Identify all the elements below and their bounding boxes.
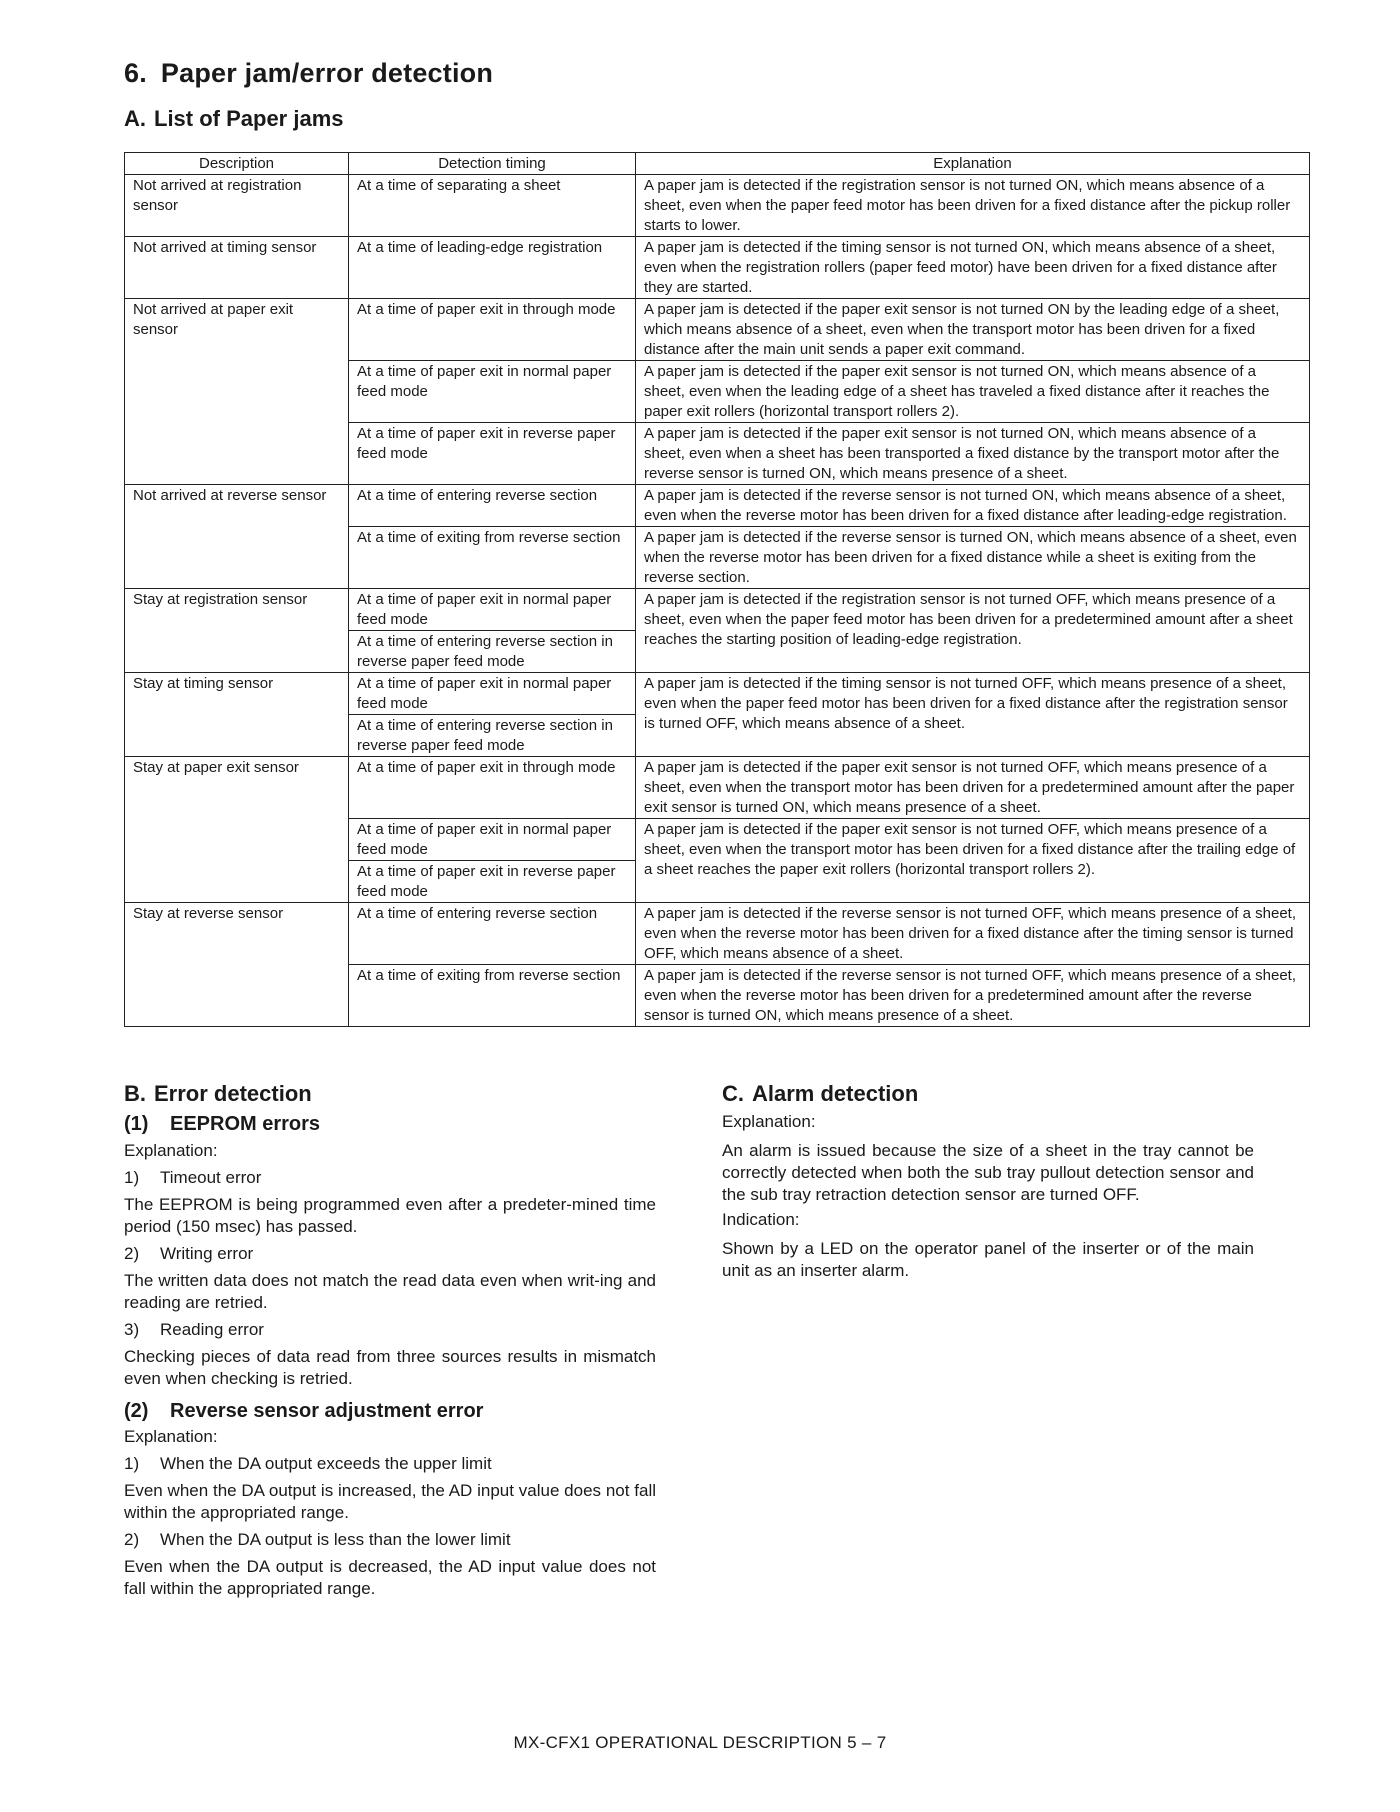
explanation-cell: A paper jam is detected if the reverse sensor is not turned ON, which means absence of a sheet, even when the reverse motor has been driven for a fixed distance after leading-edge registration. (636, 485, 1310, 527)
explanation-cell: A paper jam is detected if the paper exit sensor is not turned OFF, which means presence of a sheet, even when the transport motor has been driven for a fixed distance after the trailing edge of a sheet reaches the paper exit rollers (horizontal transport rollers 2). (636, 819, 1310, 903)
explanation-cell: A paper jam is detected if the registration sensor is not turned OFF, which means presence of a sheet, even when the paper feed motor has been driven for a predetermined amount after a sheet reaches the starting position of leading-edge registration. (636, 589, 1310, 673)
timing-cell: At a time of leading-edge registration (349, 237, 636, 299)
table-row (125, 673, 1310, 715)
timing-cell: At a time of paper exit in reverse paper feed mode (349, 423, 636, 485)
timing-cell: At a time of paper exit in normal paper feed mode (349, 361, 636, 423)
description-cell: Not arrived at paper exit sensor (125, 299, 349, 485)
item-description: Checking pieces of data read from three sources results in mismatch even when checking is retried. (124, 1347, 656, 1388)
explanation-cell: A paper jam is detected if the paper exit sensor is not turned ON, which means absence of a sheet, even when a sheet has been transported a fixed distance by the transport motor after the reverse sensor is turned ON, which means presence of a sheet. (636, 423, 1310, 485)
item-description: The written data does not match the read data even when writ-ing and reading are retried. (124, 1271, 656, 1312)
explanation-cell: A paper jam is detected if the reverse sensor is turned ON, which means absence of a sheet, even when the reverse motor has been driven for a fixed distance while a sheet is exiting from the reverse section. (636, 527, 1310, 589)
item-description: Even when the DA output is increased, the AD input value does not fall within the appropriated range. (124, 1481, 656, 1522)
alarm-detection-heading: C. Alarm detection (722, 1081, 919, 1106)
explanation-cell: A paper jam is detected if the reverse sensor is not turned OFF, which means presence of a sheet, even when the reverse motor has been driven for a fixed distance after the timing sensor is turned OFF, which means absence of a sheet. (636, 903, 1310, 965)
table-row (125, 237, 1310, 299)
column-header: Explanation (636, 153, 1310, 175)
section-title (124, 58, 493, 89)
timing-cell: At a time of exiting from reverse section (349, 965, 636, 1027)
list-item: 1) Timeout error (124, 1168, 262, 1187)
column-header: Description (125, 153, 349, 175)
table-header-row (125, 153, 1310, 175)
section-title-text: Paper jam/error detection (160, 58, 494, 88)
indication-label: Indication: (722, 1210, 800, 1229)
jam-list-heading: A. List of Paper jams (124, 106, 344, 131)
eeprom-errors-heading: (1) EEPROM errors (124, 1113, 321, 1135)
timing-cell: At a time of paper exit in through mode (349, 757, 636, 819)
timing-cell: At a time of entering reverse section in reverse paper feed mode (349, 715, 636, 757)
alarm-detection-section (722, 1083, 1254, 1282)
description-cell: Stay at registration sensor (125, 589, 349, 673)
paper-jam-table (124, 152, 1310, 1027)
timing-cell: At a time of entering reverse section in reverse paper feed mode (349, 631, 636, 673)
explanation-cell: A paper jam is detected if the timing sensor is not turned ON, which means absence of a sheet, even when the registration rollers (paper feed motor) have been driven for a fixed distance after they are started. (636, 237, 1310, 299)
section-number: 6. (124, 58, 147, 88)
timing-cell: At a time of paper exit in through mode (349, 299, 636, 361)
table-row (125, 485, 1310, 527)
description-cell: Stay at reverse sensor (125, 903, 349, 1027)
table-row (125, 589, 1310, 631)
alarm-indication: Shown by a LED on the operator panel of the inserter or of the main unit as an inserter alarm. (722, 1239, 1254, 1280)
list-item: 2) When the DA output is less than the lower limit (124, 1530, 511, 1549)
timing-cell: At a time of entering reverse section (349, 485, 636, 527)
timing-cell: At a time of separating a sheet (349, 175, 636, 237)
list-item: 2) Writing error (124, 1244, 254, 1263)
table-row (125, 175, 1310, 237)
explanation-cell: A paper jam is detected if the paper exit sensor is not turned OFF, which means presence of a sheet, even when the transport motor has been driven for a predetermined amount after the paper exit sensor is turned ON, which means presence of a sheet. (636, 757, 1310, 819)
explanation-cell: A paper jam is detected if the timing sensor is not turned OFF, which means presence of a sheet, even when the paper feed motor has been driven for a fixed distance after the registration sensor is turned OFF, which means absence of a sheet. (636, 673, 1310, 757)
explanation-cell: A paper jam is detected if the paper exit sensor is not turned ON, which means absence of a sheet, even when the leading edge of a sheet has traveled a fixed distance after it reaches the paper exit rollers (horizontal transport rollers 2). (636, 361, 1310, 423)
description-cell: Stay at paper exit sensor (125, 757, 349, 903)
explanation-cell: A paper jam is detected if the registration sensor is not turned ON, which means absence of a sheet, even when the paper feed motor has been driven for a fixed distance after the pickup roller starts to lower. (636, 175, 1310, 237)
column-header: Detection timing (349, 153, 636, 175)
explanation-label: Explanation: (124, 1141, 218, 1160)
page-footer: MX-CFX1 OPERATIONAL DESCRIPTION 5 – 7 (513, 1733, 887, 1752)
description-cell: Stay at timing sensor (125, 673, 349, 757)
explanation-label: Explanation: (124, 1427, 218, 1446)
reverse-sensor-error-heading: (2) Reverse sensor adjustment error (124, 1400, 484, 1422)
list-item: 3) Reading error (124, 1320, 264, 1339)
table-row (125, 903, 1310, 965)
timing-cell: At a time of paper exit in normal paper feed mode (349, 673, 636, 715)
description-cell: Not arrived at reverse sensor (125, 485, 349, 589)
alarm-explanation: An alarm is issued because the size of a sheet in the tray cannot be correctly detected when both the sub tray pullout detection sensor and the sub tray retraction detection sensor are turned OFF. (722, 1141, 1254, 1204)
description-cell: Not arrived at registration sensor (125, 175, 349, 237)
timing-cell: At a time of exiting from reverse section (349, 527, 636, 589)
description-cell: Not arrived at timing sensor (125, 237, 349, 299)
error-detection-heading: B. Error detection (124, 1081, 312, 1106)
explanation-cell: A paper jam is detected if the paper exit sensor is not turned ON by the leading edge of a sheet, which means absence of a sheet, even when the transport motor has been driven for a fixed distance after the main unit sends a paper exit command. (636, 299, 1310, 361)
explanation-cell: A paper jam is detected if the reverse sensor is not turned OFF, which means presence of a sheet, even when the reverse motor has been driven for a predetermined amount after the reverse sensor is turned ON, which means presence of a sheet. (636, 965, 1310, 1027)
timing-cell: At a time of paper exit in reverse paper feed mode (349, 861, 636, 903)
list-item: 1) When the DA output exceeds the upper limit (124, 1454, 492, 1473)
table-row (125, 299, 1310, 361)
item-description: The EEPROM is being programmed even after a predeter-mined time period (150 msec) has passed. (124, 1195, 656, 1236)
table-row (125, 757, 1310, 819)
timing-cell: At a time of paper exit in normal paper feed mode (349, 819, 636, 861)
item-description: Even when the DA output is decreased, the AD input value does not fall within the appropriated range. (124, 1557, 656, 1598)
error-detection-section (124, 1083, 656, 1600)
explanation-label: Explanation: (722, 1112, 816, 1131)
timing-cell: At a time of entering reverse section (349, 903, 636, 965)
timing-cell: At a time of paper exit in normal paper feed mode (349, 589, 636, 631)
